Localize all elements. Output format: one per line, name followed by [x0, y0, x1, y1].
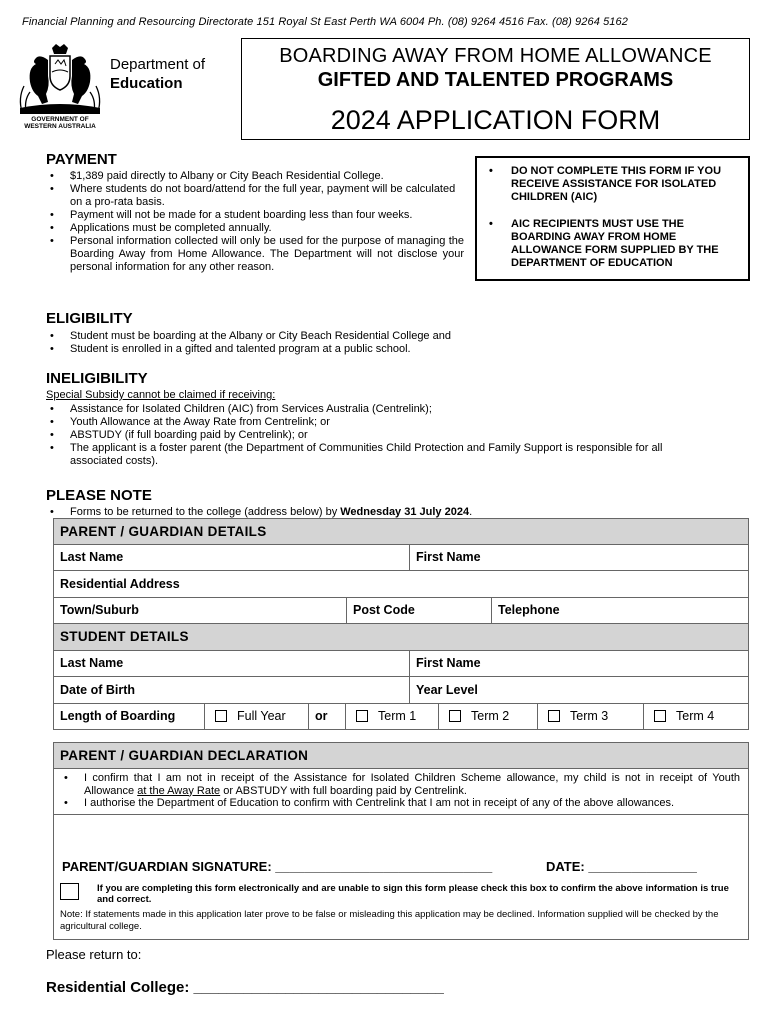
student-details-header-row [53, 624, 749, 651]
list-item: • Payment will not be made for a student boarding less than four weeks. [46, 209, 464, 222]
term-1-option[interactable]: Term 1 [346, 704, 439, 730]
signature-field[interactable]: PARENT/GUARDIAN SIGNATURE: ______________________________ [62, 859, 493, 874]
form-row [53, 677, 749, 704]
term-3-option[interactable]: Term 3 [538, 704, 644, 730]
electronic-confirm-row [60, 883, 737, 905]
please-return-label: Please return to: [46, 947, 142, 962]
parent-details-header-row [53, 518, 749, 545]
town-suburb-field[interactable]: Town/Suburb [54, 598, 347, 624]
electronic-confirm-checkbox[interactable] [60, 883, 79, 900]
eligibility-heading: ELIGIBILITY [46, 310, 133, 327]
list-item: • Youth Allowance at the Away Rate from Centrelink; or [46, 416, 666, 429]
declaration-footnote: Note: If statements made in this application later prove to be false or misleading this application may be declined. Information supplied will be checked by the agricultural college. [60, 909, 719, 932]
post-code-field[interactable]: Post Code [347, 598, 492, 624]
student-details-heading: STUDENT DETAILS [54, 624, 748, 650]
residential-address-field[interactable]: Residential Address [60, 576, 180, 591]
coat-of-arms-icon [14, 42, 106, 116]
form-title-box [241, 38, 750, 140]
wa-government-crest [14, 42, 106, 134]
declaration-statements [54, 769, 748, 815]
parent-first-name-field[interactable]: First Name [416, 550, 481, 565]
header-address-line: Financial Planning and Resourcing Directorate 151 Royal St East Perth WA 6004 Ph. (08) 9264 4516 Fax. (08) 9264 5162 [22, 16, 628, 28]
aic-warning-box [475, 156, 750, 281]
student-first-name-field[interactable]: First Name [416, 656, 481, 671]
department-name: Department of Education [110, 56, 206, 92]
checkbox[interactable] [548, 710, 560, 722]
residential-college-field[interactable]: Residential College: ______________________________ [46, 979, 444, 996]
checkbox[interactable] [654, 710, 666, 722]
checkbox[interactable] [449, 710, 461, 722]
form-row [53, 545, 749, 572]
form-row [53, 651, 749, 678]
warning-item: • AIC RECIPIENTS MUST USE THE BOARDING AWAY FROM HOME ALLOWANCE FORM SUPPLIED BY THE DEPARTMENT OF EDUCATION [477, 218, 748, 270]
list-item: • Assistance for Isolated Children (AIC) from Services Australia (Centrelink); [46, 403, 666, 416]
term-2-option[interactable]: Term 2 [439, 704, 538, 730]
parent-details-heading: PARENT / GUARDIAN DETAILS [54, 519, 748, 544]
payment-list [46, 170, 464, 274]
list-item: • Forms to be returned to the college (address below) by Wednesday 31 July 2024. [46, 506, 696, 519]
please-note-heading: PLEASE NOTE [46, 487, 152, 504]
parent-last-name-field[interactable]: Last Name [54, 545, 410, 571]
student-last-name-field[interactable]: Last Name [54, 651, 410, 677]
crest-caption: GOVERNMENT OF WESTERN AUSTRALIA [24, 116, 96, 130]
list-item: • Applications must be completed annually. [46, 222, 464, 235]
or-label: or [309, 704, 346, 730]
warning-item: • DO NOT COMPLETE THIS FORM IF YOU RECEIVE ASSISTANCE FOR ISOLATED CHILDREN (AIC) [477, 165, 748, 204]
form-row [53, 571, 749, 598]
term-4-option[interactable]: Term 4 [644, 704, 748, 730]
payment-heading: PAYMENT [46, 151, 117, 168]
length-of-boarding-row [53, 704, 749, 731]
ineligibility-list [46, 403, 666, 468]
list-item: • Student must be boarding at the Albany or City Beach Residential College and [46, 330, 696, 343]
checkbox[interactable] [356, 710, 368, 722]
telephone-field[interactable]: Telephone [498, 603, 560, 618]
list-item: • ABSTUDY (if full boarding paid by Centrelink); or [46, 429, 666, 442]
date-of-birth-field[interactable]: Date of Birth [54, 677, 410, 703]
length-of-boarding-label: Length of Boarding [54, 704, 205, 730]
title-line-3: 2024 APPLICATION FORM [330, 105, 661, 135]
form-row [53, 598, 749, 625]
declaration-box [53, 742, 749, 940]
eligibility-list [46, 330, 696, 356]
list-item: • Where students do not board/attend for the full year, payment will be calculated on a pro-rata basis. [46, 183, 464, 209]
title-line-2: GIFTED AND TALENTED PROGRAMS [317, 69, 674, 91]
ineligibility-heading: INELIGIBILITY [46, 370, 148, 387]
list-item: • The applicant is a foster parent (the Department of Communities Child Protection and Family Support is responsible for all associated costs). [46, 442, 666, 468]
ineligibility-subheading: Special Subsidy cannot be claimed if receiving: [46, 389, 276, 401]
list-item: • $1,389 paid directly to Albany or City Beach Residential College. [46, 170, 464, 183]
checkbox[interactable] [215, 710, 227, 722]
list-item: • Personal information collected will only be used for the purpose of managing the Boarding Away from Home Allowance. The Department will not disclose your personal information for any other reason. [46, 235, 464, 274]
declaration-heading: PARENT / GUARDIAN DECLARATION [54, 743, 748, 769]
list-item: • Student is enrolled in a gifted and talented program at a public school. [46, 343, 696, 356]
year-level-field[interactable]: Year Level [416, 682, 478, 697]
title-line-1: BOARDING AWAY FROM HOME ALLOWANCE [279, 45, 712, 67]
date-field[interactable]: DATE: _______________ [546, 859, 697, 874]
list-item: • I confirm that I am not in receipt of the Assistance for Isolated Children Scheme allowance, my child is not in receipt of Youth Allowance at the Away Rate or ABSTUDY with full boarding paid by Centrelink. [60, 772, 740, 797]
electronic-confirm-text: If you are completing this form electronically and are unable to sign this form please check this box to confirm the above information is true and correct. [97, 883, 729, 905]
details-form [53, 518, 749, 730]
full-year-option[interactable]: Full Year [205, 704, 309, 730]
list-item: • I authorise the Department of Education to confirm with Centrelink that I am not in receipt of any of the above allowances. [60, 797, 740, 810]
